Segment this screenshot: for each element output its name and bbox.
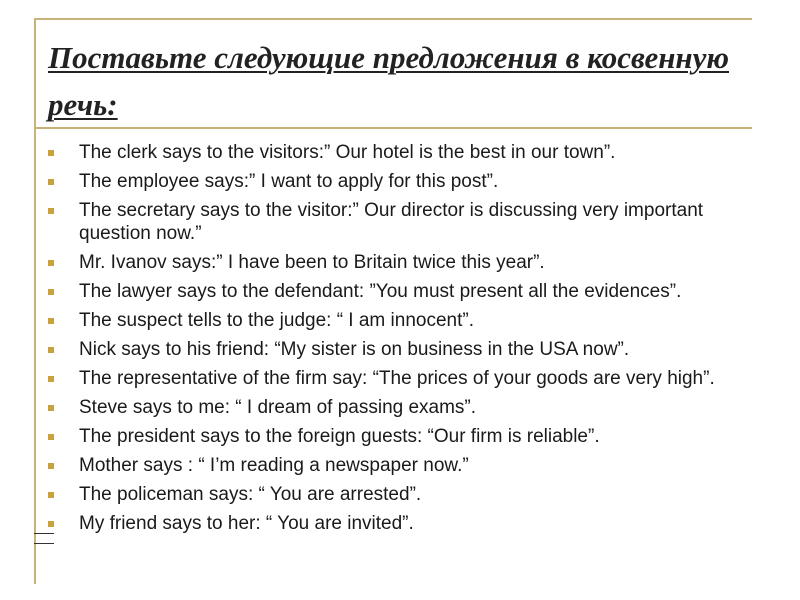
list-item-text: My friend says to her: “ You are invited”.	[79, 513, 414, 534]
square-bullet-icon	[48, 492, 54, 498]
frame-line-top	[34, 18, 752, 20]
square-bullet-icon	[48, 521, 54, 527]
list-item-text: The policeman says: “ You are arrested”.	[79, 484, 422, 505]
list-item-text: Mr. Ivanov says:” I have been to Britain twice this year”.	[79, 252, 545, 273]
square-bullet-icon	[48, 434, 54, 440]
list-item	[48, 251, 748, 274]
list-item-text: The secretary says to the visitor:” Our director is discussing very important question now.”	[79, 200, 704, 244]
square-bullet-icon	[48, 318, 54, 324]
list-item	[48, 454, 748, 477]
list-item	[48, 338, 748, 361]
square-bullet-icon	[48, 376, 54, 382]
decorative-dash	[34, 543, 54, 544]
list-item	[48, 512, 748, 535]
square-bullet-icon	[48, 208, 54, 214]
list-item-text: The president says to the foreign guests: “Our firm is reliable”.	[79, 426, 600, 447]
list-item	[48, 396, 748, 419]
list-item	[48, 483, 748, 506]
list-item	[48, 199, 748, 245]
list-item	[48, 280, 748, 303]
square-bullet-icon	[48, 179, 54, 185]
list-item-text: Nick says to his friend: “My sister is on business in the USA now”.	[79, 339, 630, 360]
square-bullet-icon	[48, 289, 54, 295]
list-item	[48, 367, 748, 390]
list-item	[48, 170, 748, 193]
list-item	[48, 309, 748, 332]
list-item-text: Mother says : “ I’m reading a newspaper now.”	[79, 455, 469, 476]
list-item-text: The clerk says to the visitors:” Our hotel is the best in our town”.	[79, 142, 616, 163]
list-item	[48, 425, 748, 448]
list-item-text: The lawyer says to the defendant: ”You must present all the evidences”.	[79, 281, 682, 302]
square-bullet-icon	[48, 463, 54, 469]
frame-line-left	[34, 18, 36, 584]
list-item-text: The suspect tells to the judge: “ I am innocent”.	[79, 310, 474, 331]
square-bullet-icon	[48, 405, 54, 411]
square-bullet-icon	[48, 347, 54, 353]
list-item	[48, 141, 748, 164]
slide-title: Поставьте следующие предложения в косвенную речь:	[48, 40, 730, 122]
list-item-text: The representative of the firm say: “The prices of your goods are very high”.	[79, 368, 715, 389]
list-item-text: The employee says:” I want to apply for this post”.	[79, 171, 499, 192]
list-item-text: Steve says to me: “ I dream of passing exams”.	[79, 397, 477, 418]
square-bullet-icon	[48, 260, 54, 266]
square-bullet-icon	[48, 150, 54, 156]
sentence-list	[48, 141, 748, 541]
